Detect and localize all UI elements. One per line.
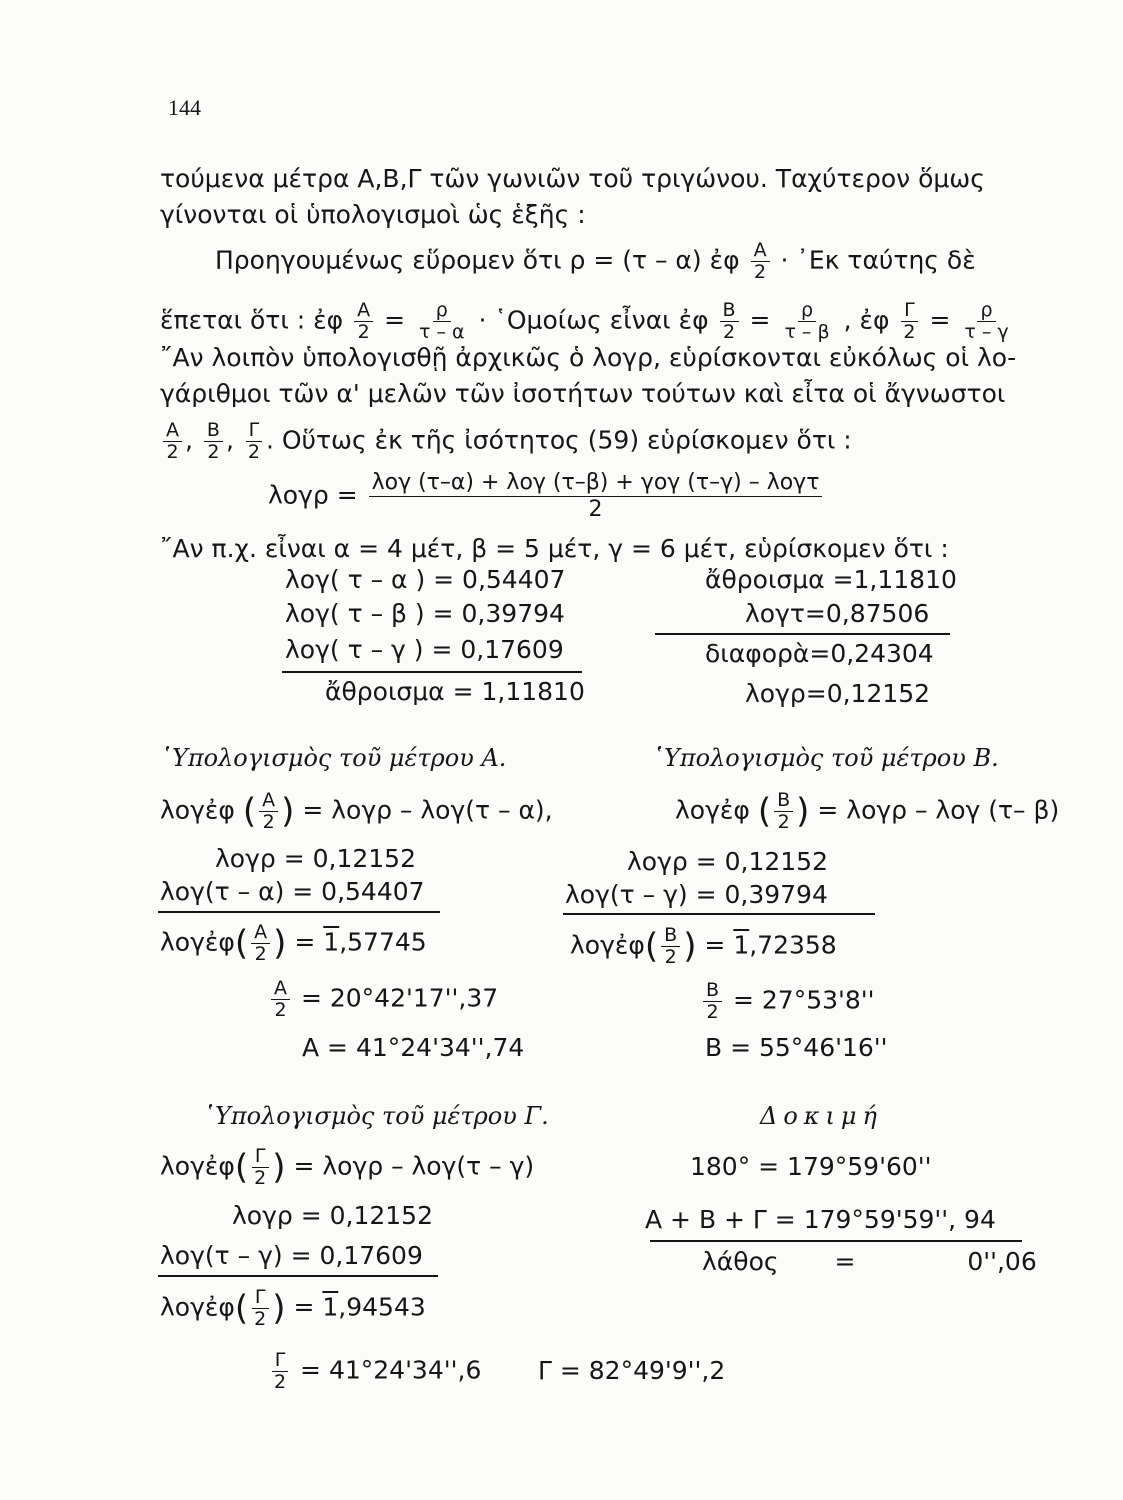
fraction-numerator: Β — [661, 925, 680, 947]
calc-g-formula: λογἐφ( $\frac{\Gamma}{2}$ ) = λογρ – λογ(τ – γ) — [160, 1145, 535, 1189]
intro-line-6: γάριθμοι τῶν α' μελῶν τῶν ἰσοτήτων τούτων καὶ εἶτα οἱ ἄγνωστοι — [160, 379, 1006, 408]
example-right-3: διαφορὰ=0,24304 — [705, 639, 934, 668]
fraction-denominator: 2 — [274, 999, 287, 1021]
fraction-numerator: Γ — [246, 420, 263, 442]
rule-calc-b — [563, 913, 875, 915]
bar-characteristic: 1 — [322, 1292, 339, 1322]
formula-denominator: 2 — [588, 497, 603, 522]
fraction-b-half — [720, 300, 739, 343]
example-left-4: ἄθροισμα = 1,11810 — [325, 677, 585, 706]
calc-b-formula: λογἐφ ( $\frac{B}{2}$ ) = λογρ – λογ (τ– β) — [675, 789, 1060, 833]
mantissa: ,57745 — [339, 927, 427, 957]
fraction-numerator: Α — [251, 922, 270, 944]
fraction-denominator: 2 — [254, 943, 267, 965]
fraction-denominator: 2 — [207, 441, 220, 463]
text: = λογρ – λογ(τ – α), — [302, 795, 553, 825]
fraction-denominator: 2 — [777, 811, 790, 833]
fraction-denominator: 2 — [903, 321, 916, 343]
fraction-numerator: ρ — [977, 300, 995, 322]
fraction-numerator: Β — [720, 300, 739, 322]
formula-fraction — [369, 470, 823, 523]
fraction-numerator: Α — [163, 420, 182, 442]
example-left-2: λογ( τ – β ) = 0,39794 — [285, 599, 565, 628]
text: λογἐφ — [675, 795, 750, 825]
equals: = — [293, 1292, 315, 1322]
equals: = — [294, 927, 316, 957]
fraction-denominator: 2 — [723, 321, 736, 343]
fraction-numerator: Γ — [901, 300, 918, 322]
text: λογἐφ — [570, 930, 645, 960]
fraction-g-half — [900, 300, 918, 343]
text: Προηγουμένως εὕρομεν ὅτι ρ = (τ – α) ἐφ — [215, 245, 740, 275]
fraction-denominator: 2 — [166, 441, 179, 463]
calc-b-full: Β = 55°46'16'' — [705, 1033, 888, 1062]
fraction-a-half — [354, 300, 373, 343]
check-row-2: Α + Β + Γ = 179°59'59'', 94 — [645, 1205, 996, 1234]
calc-a-half — [268, 978, 498, 1021]
fraction-rho-over-t-g — [961, 300, 1011, 343]
text: λογἐφ — [160, 1292, 235, 1322]
rule-calc-a — [158, 911, 440, 913]
fraction-b-half — [774, 790, 793, 833]
error-value: 0'',06 — [967, 1247, 1037, 1276]
calc-g-row-2: λογ(τ – γ) = 0,17609 — [160, 1241, 423, 1270]
text: , ἐφ — [843, 305, 890, 335]
fraction-b-half — [661, 925, 680, 968]
fraction-denominator: 2 — [357, 321, 370, 343]
fraction-denominator: 2 — [254, 1308, 267, 1330]
calc-a-row-2: λογ(τ – α) = 0,54407 — [160, 877, 425, 906]
fraction-denominator: τ – β — [784, 321, 830, 343]
check-row-1: 180° = 179°59'60'' — [690, 1152, 932, 1181]
fraction-a-half — [251, 922, 270, 965]
fraction-a-half — [259, 790, 278, 833]
calc-a-row-3: λογἐφ( $\frac{A}{2}$ ) = 1,57745 — [160, 921, 427, 965]
equals: = — [834, 1247, 856, 1276]
fraction-numerator: Β — [204, 420, 223, 442]
text: λογἐφ — [160, 795, 235, 825]
fraction-numerator: Α — [271, 978, 290, 1000]
calc-g-full: Γ = 82°49'9'',2 — [538, 1356, 726, 1385]
fraction-numerator: Β — [774, 790, 793, 812]
calc-a-row-1: λογρ = 0,12152 — [215, 844, 416, 873]
example-left-3: λογ( τ – γ ) = 0,17609 — [285, 635, 564, 664]
comma: , — [185, 425, 193, 455]
fraction-denominator: 2 — [706, 1001, 719, 1023]
fraction-denominator: 2 — [664, 946, 677, 968]
fraction-denominator: 2 — [254, 1167, 267, 1189]
formula-logr — [268, 470, 825, 523]
fraction-numerator: Α — [751, 240, 770, 262]
value: = 20°42'17'',37 — [300, 983, 499, 1013]
heading-calc-b: ῾Υπολογισμὸς τοῦ μέτρου Β. — [652, 744, 999, 772]
mantissa: ,94543 — [338, 1292, 426, 1322]
rule-check — [650, 1240, 1022, 1242]
fraction-numerator: ρ — [433, 300, 451, 322]
value: = 27°53'8'' — [733, 985, 875, 1015]
fraction-b-half — [703, 980, 722, 1023]
fraction-g-half — [251, 1146, 269, 1189]
example-line: ῎Αν π.χ. εἶναι α = 4 μέτ, β = 5 μέτ, γ = 6 μέτ, εὑρίσκομεν ὅτι : — [160, 534, 949, 563]
text: = λογρ – λογ(τ – γ) — [293, 1151, 535, 1181]
fraction-g-half — [251, 1287, 269, 1330]
fraction-numerator: Γ — [252, 1287, 269, 1309]
calc-g-half — [268, 1350, 481, 1393]
fraction-a-half — [163, 420, 182, 463]
fraction-a-half — [271, 978, 290, 1021]
mantissa: ,72358 — [749, 930, 837, 960]
fraction-numerator: Γ — [252, 1146, 269, 1168]
calc-b-half — [700, 980, 875, 1023]
calc-b-row-3: λογἐφ( $\frac{B}{2}$ ) = 1,72358 — [570, 924, 837, 968]
check-row-3 — [702, 1246, 1037, 1278]
text: · ᾿Εκ ταύτης δὲ — [780, 245, 976, 275]
text: λογἐφ — [160, 927, 235, 957]
fraction-denominator: 2 — [247, 441, 260, 463]
calc-a-full: Α = 41°24'34'',74 — [302, 1033, 525, 1062]
formula-numerator: λογ (τ–α) + λογ (τ–β) + γογ (τ–γ) – λογτ — [369, 470, 823, 497]
formula-lhs: λογρ = — [268, 480, 358, 510]
intro-line-5: ῎Αν λοιπὸν ὑπολογισθῇ ἀρχικῶς ὁ λογρ, εὑρίσκονται εὐκόλως οἱ λο- — [160, 343, 1017, 372]
calc-b-row-1: λογρ = 0,12152 — [627, 847, 828, 876]
fraction-numerator: ρ — [798, 300, 816, 322]
fraction-numerator: Α — [354, 300, 373, 322]
fraction-b-half — [204, 420, 223, 463]
fraction-denominator: τ – α — [418, 321, 465, 343]
fraction-rho-over-t-a — [416, 300, 468, 343]
equals: = — [384, 305, 406, 335]
equals: = — [929, 305, 951, 335]
text: · ῾Ομοίως εἶναι ἐφ — [478, 305, 709, 335]
intro-line-2: γίνονται οἱ ὑπολογισμοὶ ὡς ἑξῆς : — [160, 200, 586, 229]
rule-right-diff — [655, 633, 950, 635]
fraction-denominator: 2 — [274, 1371, 287, 1393]
example-right-4: λογρ=0,12152 — [745, 679, 931, 708]
intro-line-3 — [215, 240, 976, 283]
text: . Οὕτως ἐκ τῆς ἰσότητος (59) εὑρίσκομεν ὅτι : — [265, 425, 852, 455]
calc-a-formula: λογἐφ ( $\frac{A}{2}$ ) = λογρ – λογ(τ – α), — [160, 789, 553, 833]
example-right-1: ἄθροισμα =1,11810 — [705, 565, 957, 594]
heading-check: Δοκιμή — [760, 1102, 883, 1130]
calc-g-row-1: λογρ = 0,12152 — [232, 1201, 433, 1230]
bar-characteristic: 1 — [733, 930, 750, 960]
text: λογἐφ — [160, 1151, 235, 1181]
calc-b-row-2: λογ(τ – γ) = 0,39794 — [565, 880, 828, 909]
fraction-rho-over-t-b — [781, 300, 832, 343]
equals: = — [704, 930, 726, 960]
text: = λογρ – λογ (τ– β) — [817, 795, 1060, 825]
calc-g-row-3: λογἐφ( $\frac{\Gamma}{2}$ ) = 1,94543 — [160, 1286, 426, 1330]
intro-line-1: τούμενα μέτρα Α,Β,Γ τῶν γωνιῶν τοῦ τριγώνου. Ταχύτερον ὅμως — [160, 164, 985, 193]
fraction-numerator: Α — [259, 790, 278, 812]
intro-line-4 — [160, 300, 1015, 343]
bar-characteristic: 1 — [323, 927, 340, 957]
rule-calc-g — [158, 1275, 438, 1277]
intro-line-7 — [160, 420, 852, 463]
fraction-numerator: Β — [703, 980, 722, 1002]
heading-calc-a: ῾Υπολογισμὸς τοῦ μέτρου Α. — [160, 744, 507, 772]
example-right-2: λογτ=0,87506 — [745, 599, 930, 628]
example-left-1: λογ( τ – α ) = 0,54407 — [285, 565, 566, 594]
fraction-denominator: 2 — [262, 811, 275, 833]
rule-left-sum — [282, 671, 582, 673]
fraction-denominator: 2 — [754, 261, 767, 283]
heading-calc-g: ῾Υπολογισμὸς τοῦ μέτρου Γ. — [203, 1102, 549, 1130]
fraction-g-half — [271, 1350, 289, 1393]
page-number: 144 — [168, 95, 201, 120]
error-label: λάθος — [702, 1247, 779, 1276]
fraction-denominator: τ – γ — [964, 321, 1009, 343]
text: ἕπεται ὅτι : ἐφ — [160, 305, 344, 335]
equals: = — [749, 305, 771, 335]
fraction-numerator: Γ — [272, 1350, 289, 1372]
comma: , — [225, 425, 234, 455]
fraction-g-half — [245, 420, 263, 463]
fraction-a-half — [751, 240, 770, 283]
value: = 41°24'34'',6 — [300, 1355, 482, 1385]
